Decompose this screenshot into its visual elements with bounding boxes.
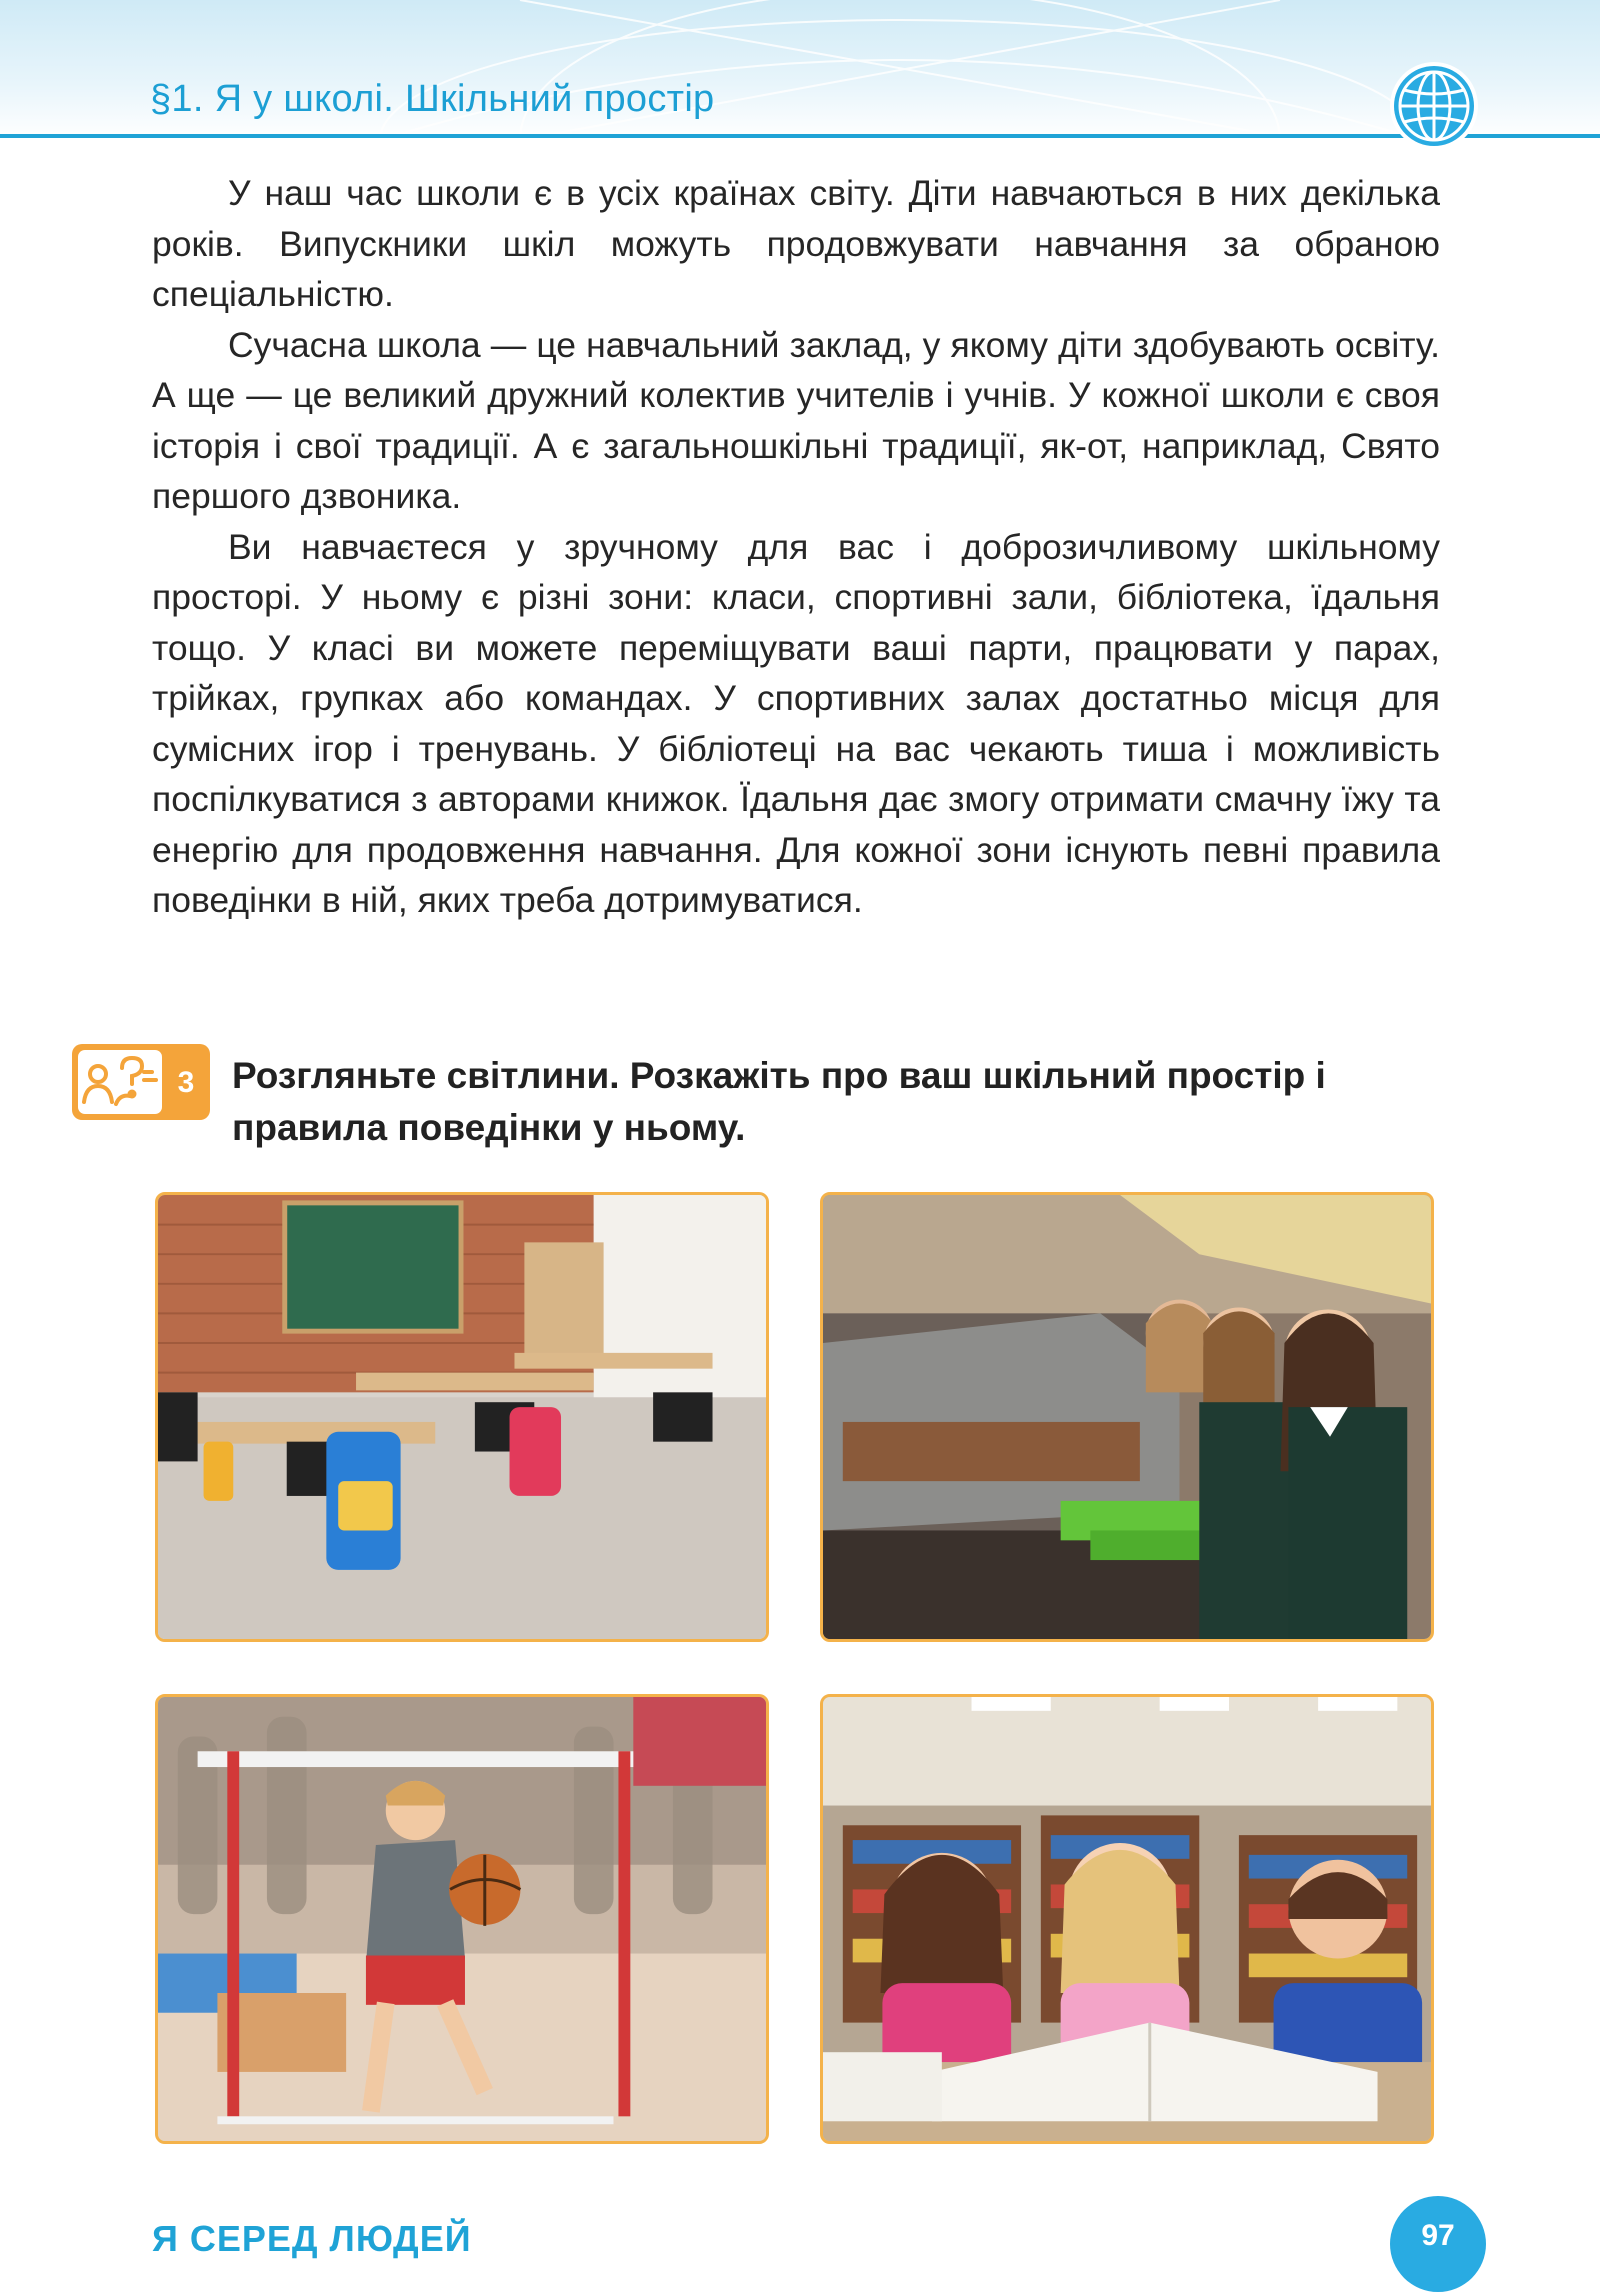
gym-photo bbox=[155, 1694, 769, 2144]
section-title: §1. Я у школі. Шкільний простір bbox=[150, 78, 715, 120]
task-number: 3 bbox=[177, 1066, 195, 1099]
classroom-photo bbox=[155, 1192, 769, 1642]
canteen-photo bbox=[820, 1192, 1434, 1642]
library-photo bbox=[820, 1694, 1434, 2144]
page-number: 97 bbox=[1390, 2196, 1486, 2292]
header-rule bbox=[0, 134, 1600, 138]
body-text bbox=[152, 168, 1440, 926]
paragraph-1: У наш час школи є в усіх країнах світу. Діти навчаються в них декілька років. Випускники шкіл можуть продовжувати навчання за обраною спеціальністю. bbox=[152, 173, 1440, 314]
group-discussion-icon bbox=[72, 1044, 210, 1120]
unit-title: Я СЕРЕД ЛЮДЕЙ bbox=[152, 2218, 472, 2259]
task-text: Розгляньте світлини. Розкажіть про ваш шкільний простір і правила поведінки у ньому. bbox=[232, 1055, 1326, 1148]
paragraph-3: Ви навчаєтеся у зручному для вас і доброзичливому шкільному просторі. У ньому є різні зони: класи, спортивні зали, бібліотека, їдальня тощо. У класі ви можете переміщувати ваші парти, працювати у парах, трійках, групках або командах. У спортивних залах достатньо місця для сумісних ігор і тренувань. У бібліотеці на вас чекають тиша і можливість поспілкуватися з авторами книжок. Їдальня дає змогу отримати смачну їжу та енергію для продовження навчання. Для кожної зони існують певні правила поведінки в ній, яких треба дотримуватися. bbox=[152, 526, 1440, 920]
globe-icon bbox=[1388, 60, 1480, 152]
paragraph-2: Сучасна школа — це навчальний заклад, у якому діти здобувають освіту. А ще — це великий дружний колектив учителів і учнів. У кожної школи є своя історія і свої традиції. А є загальношкільні традиції, як-от, наприклад, Свято першого дзвоника. bbox=[152, 324, 1440, 516]
